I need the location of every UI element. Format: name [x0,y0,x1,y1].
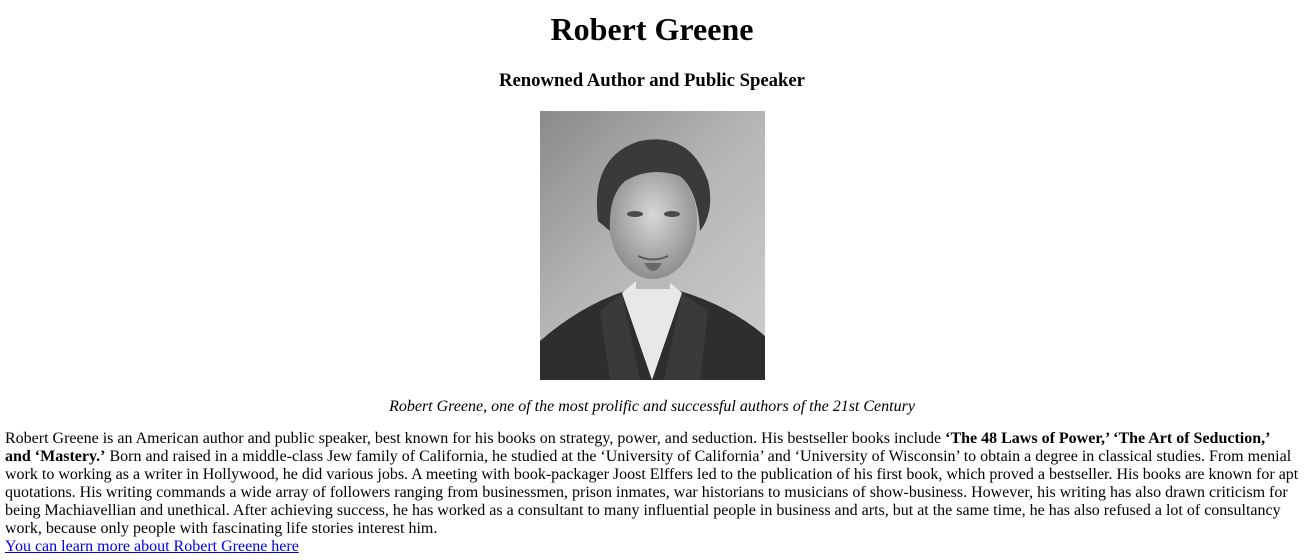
bio-body: Born and raised in a middle-class Jew family of California, he studied at the ‘University of California’ and ‘University of Wisconsin’ to obtain a degree in classical studies. From menial work to working as a writer in Hollywood, he did various jobs. A meeting with book-packager Joost Elffers led to the publication of his first book, which proved a bestseller. His books are known for apt quotations. His writing commands a wide array of followers ranging from businessmen, prison inmates, war historians to musicians of show-business. However, his writing has also drawn criticism for being Machiavellian and unethical. After achieving success, he has worked as a consultant to many influential people in business and arts, but at the same time, he has also refused a lot of consultancy work, because only people with fascinating life stories interest him. [5,448,1299,537]
page-title: Robert Greene [550,11,754,47]
learn-more-link[interactable]: You can learn more about Robert Greene here [5,538,299,555]
portrait-caption: Robert Greene, one of the most prolific and successful authors of the 21st Century [389,398,915,415]
person-photo-icon [540,111,765,380]
page-subtitle: Renowned Author and Public Speaker [499,70,805,91]
portrait-container [5,111,1299,381]
bio-paragraph [5,430,1299,538]
portrait-image [540,111,765,380]
bio-intro: Robert Greene is an American author and public speaker, best known for his books on strategy, power, and seduction. His bestseller books include [5,430,946,447]
bio-books: ‘The 48 Laws of Power,’ ‘The Art of Seduction,’ and ‘Mastery.’ [5,430,1270,465]
